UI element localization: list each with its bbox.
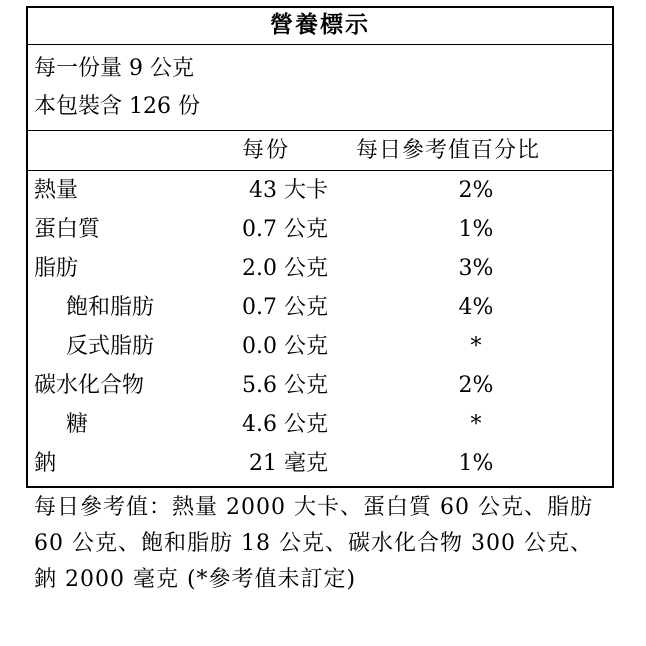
nutrient-name-carbohydrate: 碳水化合物	[34, 373, 145, 398]
border-top	[26, 6, 614, 8]
nutrient-amount-sodium: 21 毫克	[249, 451, 328, 476]
servings-per-package: 本包裝含 126 份	[34, 94, 200, 119]
nutrient-dv-carbohydrate: 2%	[458, 373, 494, 398]
column-per-serving: 每份	[242, 138, 291, 163]
nutrient-dv-protein: 1%	[458, 217, 494, 242]
nutrient-name-energy: 熱量	[34, 178, 79, 203]
nutrient-dv-saturated-fat: 4%	[458, 295, 494, 320]
nutrient-name-trans-fat: 反式脂肪	[66, 334, 155, 359]
nutrition-label	[26, 6, 614, 642]
nutrient-name-saturated-fat: 飽和脂肪	[66, 295, 155, 320]
column-daily-value: 每日參考值百分比	[356, 138, 541, 163]
nutrient-amount-protein: 0.7 公克	[242, 217, 328, 242]
nutrient-amount-carbohydrate: 5.6 公克	[242, 373, 328, 398]
nutrient-name-sugar: 糖	[66, 412, 89, 437]
nutrient-dv-energy: 2%	[458, 178, 494, 203]
serving-size: 每一份量 9 公克	[34, 56, 194, 81]
label-title: 營養標示	[270, 11, 370, 38]
nutrient-dv-sodium: 1%	[458, 451, 494, 476]
nutrient-name-protein: 蛋白質	[34, 217, 101, 242]
daily-value-footnote: 每日參考值：熱量 2000 大卡、蛋白質 60 公克、脂肪 60 公克、飽和脂肪 18 公克、碳水化合物 300 公克、鈉 2000 毫克 (*參考值未訂定)	[34, 495, 593, 592]
nutrient-dv-sugar: *	[470, 412, 482, 437]
border-right	[612, 6, 614, 488]
nutrient-amount-sugar: 4.6 公克	[242, 412, 328, 437]
nutrient-name-sodium: 鈉	[34, 451, 57, 476]
border-bottom	[26, 486, 614, 488]
nutrient-amount-trans-fat: 0.0 公克	[242, 334, 328, 359]
nutrient-dv-fat: 3%	[458, 256, 494, 281]
rule-serving	[26, 130, 614, 131]
border-left	[26, 6, 28, 488]
rule-header	[26, 170, 614, 171]
nutrient-amount-saturated-fat: 0.7 公克	[242, 295, 328, 320]
nutrient-amount-energy: 43 大卡	[249, 178, 328, 203]
rule-title	[26, 44, 614, 45]
nutrient-name-fat: 脂肪	[34, 256, 79, 281]
nutrient-amount-fat: 2.0 公克	[242, 256, 328, 281]
nutrient-dv-trans-fat: *	[470, 334, 482, 359]
